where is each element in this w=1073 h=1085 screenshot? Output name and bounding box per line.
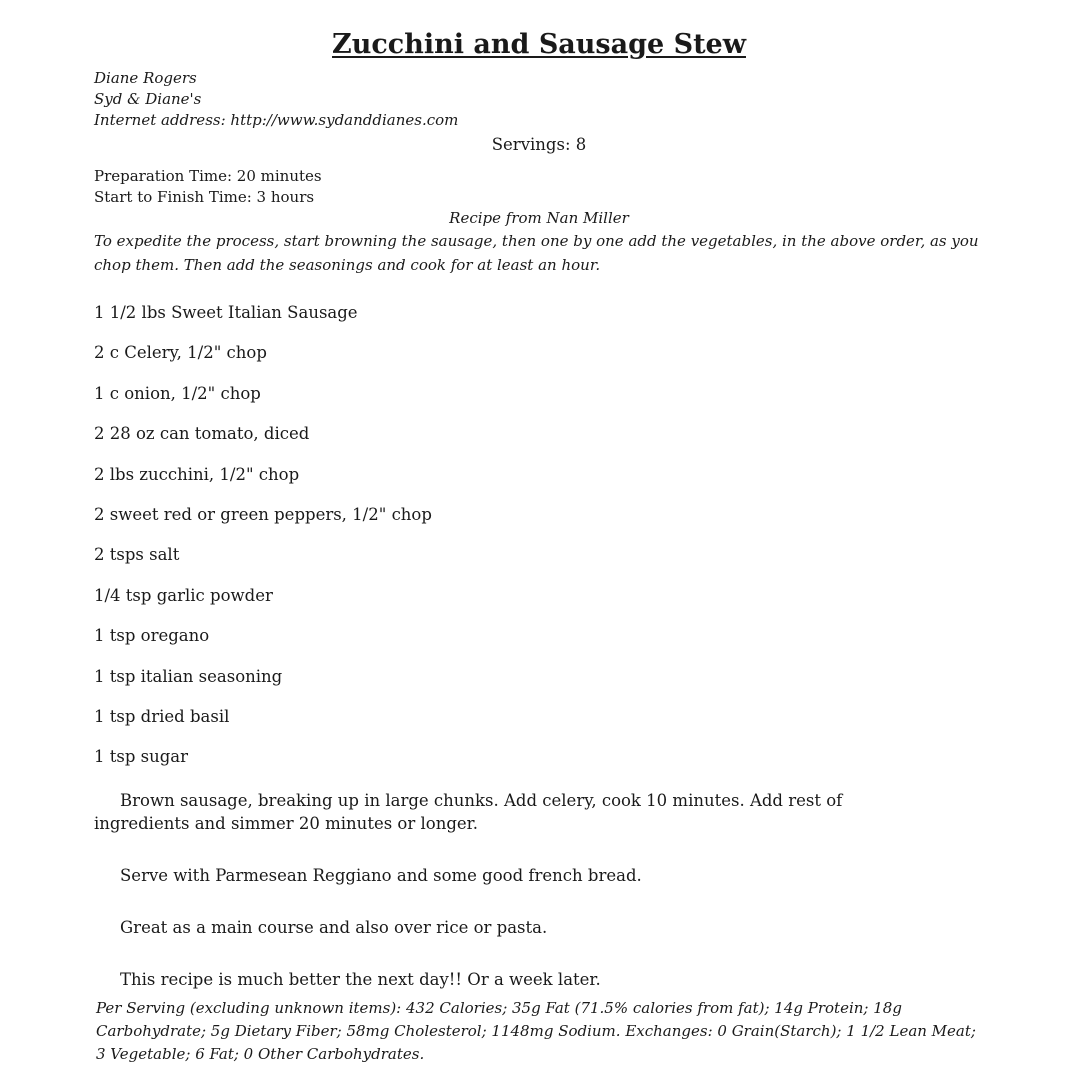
ingredient-item: 1 1/2 lbs Sweet Italian Sausage xyxy=(94,303,358,322)
ingredient-list xyxy=(94,293,984,778)
recipe-credit: Recipe from Nan Miller xyxy=(449,209,629,227)
ingredient-item: 1/4 tsp garlic powder xyxy=(94,585,273,605)
ingredient-item: 2 c Celery, 1/2" chop xyxy=(94,343,267,363)
ingredient-item: 1 tsp sugar xyxy=(94,747,189,767)
recipe-title: Zucchini and Sausage Stew xyxy=(332,29,746,60)
direction-step: Brown sausage, breaking up in large chunks. Add celery, cook 10 minutes. Add rest of ingredients and simmer 20 minutes or longer. xyxy=(94,790,843,833)
direction-step: Great as a main course and also over rice or pasta. xyxy=(120,917,548,937)
ingredient-item: 2 lbs zucchini, 1/2" chop xyxy=(94,464,300,484)
ingredient-item: 1 tsp oregano xyxy=(94,626,210,646)
total-time: Start to Finish Time: 3 hours xyxy=(94,188,315,206)
prep-time: Preparation Time: 20 minutes xyxy=(94,167,322,185)
cooking-tip: To expedite the process, start browning the sausage, then one by one add the vegetables, in the above order, as you chop them. Then add the seasonings and cook for at least an hour. xyxy=(94,232,979,274)
ingredient-item: 1 tsp italian seasoning xyxy=(94,666,283,686)
ingredient-item: 2 28 oz can tomato, diced xyxy=(94,424,310,444)
directions xyxy=(94,789,984,991)
direction-step: Serve with Parmesean Reggiano and some good french bread. xyxy=(120,865,642,885)
ingredient-item: 1 c onion, 1/2" chop xyxy=(94,383,261,403)
author-name: Diane Rogers xyxy=(94,69,197,87)
ingredient-item: 1 tsp dried basil xyxy=(94,706,230,726)
recipe-page xyxy=(94,28,984,1066)
source-name: Syd & Diane's xyxy=(94,90,202,108)
servings: Servings: 8 xyxy=(491,135,587,154)
ingredient-item: 2 tsps salt xyxy=(94,545,180,565)
nutrition-info: Per Serving (excluding unknown items): 432 Calories; 35g Fat (71.5% calories from fat); 14g Protein; 18g Carbohydrate; 5g Dietary Fiber; 58mg Cholesterol; 1148mg Sodium. Exchanges: 0 Grain(Starch); 1 1/2 Lean Meat; 3 Vegetable; 6 Fat; 0 Other Carbohydrates. xyxy=(96,998,976,1063)
internet-address: Internet address: http://www.sydanddianes.com xyxy=(94,111,459,129)
direction-step: This recipe is much better the next day!! Or a week later. xyxy=(120,969,601,989)
ingredient-item: 2 sweet red or green peppers, 1/2" chop xyxy=(94,504,432,524)
time-info xyxy=(94,166,984,208)
